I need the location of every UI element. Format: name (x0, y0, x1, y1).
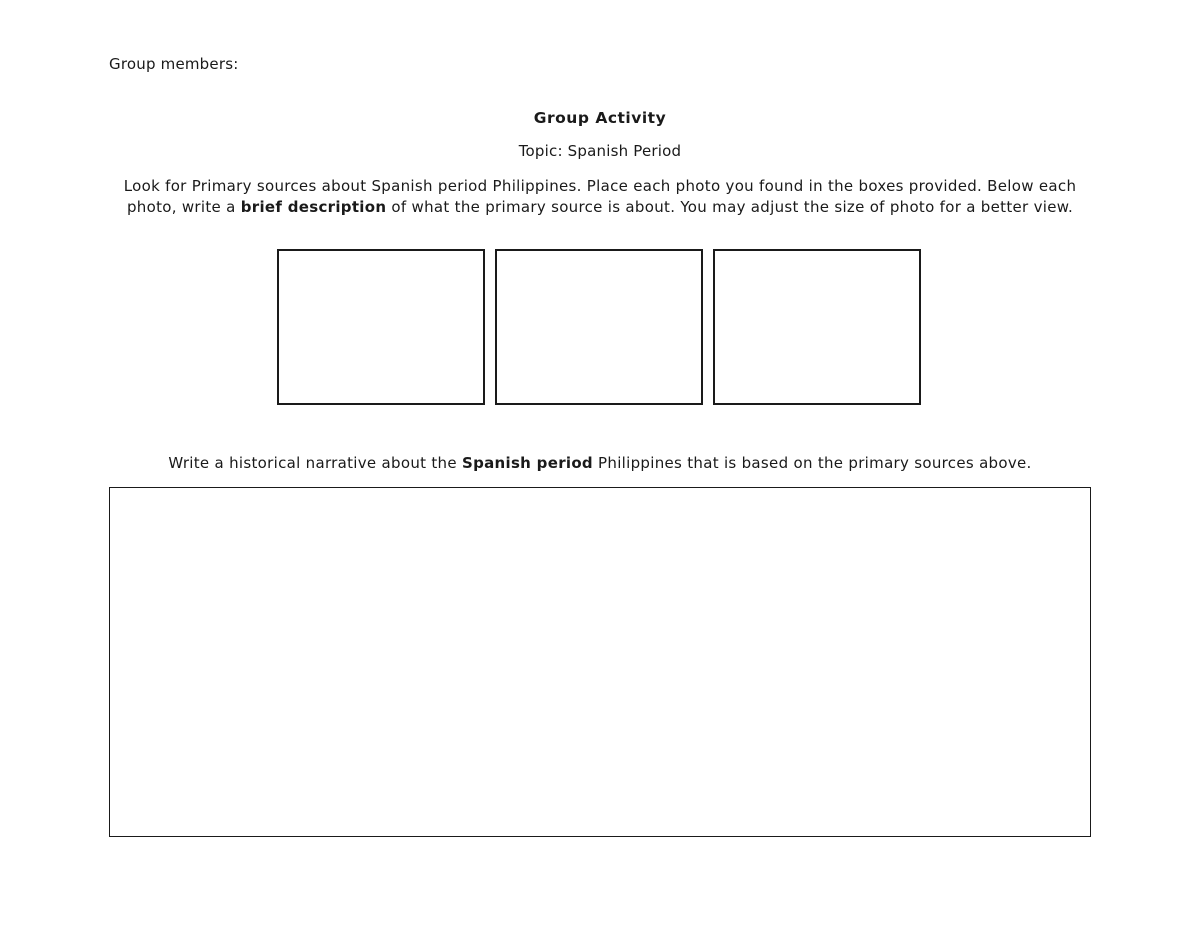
instructions-text-end: of what the primary source is about. You may adjust the size of photo for a better view. (386, 198, 1074, 216)
photo-box-2[interactable] (495, 249, 703, 405)
photo-box-3[interactable] (713, 249, 921, 405)
narrative-text-end: Philippines that is based on the primary sources above. (592, 454, 1032, 472)
narrative-text-start: Write a historical narrative about the (168, 454, 462, 472)
narrative-prompt (0, 454, 1200, 472)
group-members-label: Group members: (109, 55, 239, 73)
activity-title: Group Activity (533, 109, 667, 127)
instructions-text-start: Look for Primary sources about Spanish period Philippines. Place each photo you found in the boxes provided. Below each photo, write a (123, 177, 1077, 216)
narrative-emphasis: Spanish period (461, 454, 593, 472)
photo-box-1[interactable] (277, 249, 485, 405)
instructions-emphasis: brief description (240, 198, 387, 216)
narrative-answer-box[interactable] (109, 487, 1091, 837)
instructions-paragraph (108, 176, 1092, 218)
activity-topic: Topic: Spanish Period (518, 142, 682, 160)
